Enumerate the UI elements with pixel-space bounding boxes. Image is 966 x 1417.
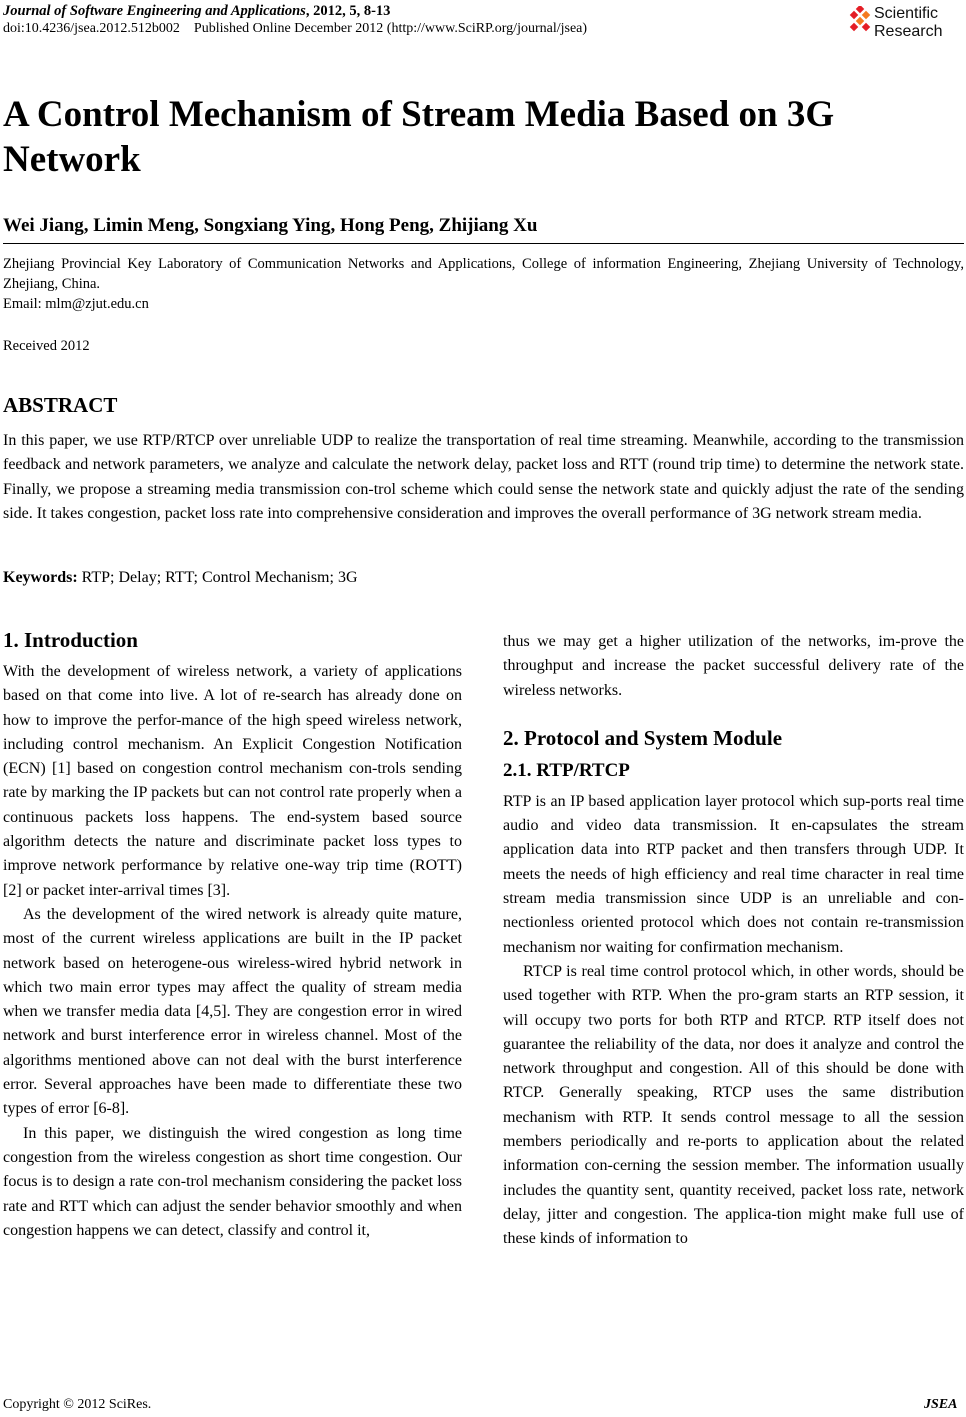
- body-paragraph: With the development of wireless network, a variety of applications based on that come into live. A lot of re-search has already done on how to improve the perfor-mance of the high speed wireless network, including control mechanism. An Explicit Congestion Notification (ECN) [1] based on congestion control mechanism con-trols sending rate by marking the IP packets but can not control rate properly when a continuous packets loss happens. The end-system based source algorithm detects the nature and discriminate packet loss types to improve network performance by relative one-way trip time (ROTT) [2] or packet inter-arrival times [3].: [3, 663, 462, 899]
- received-date: Received 2012: [3, 338, 90, 354]
- logo-text-research: Research: [874, 23, 943, 40]
- paper-authors: Wei Jiang, Limin Meng, Songxiang Ying, Hong Peng, Zhijiang Xu: [3, 215, 538, 236]
- body-paragraph: RTCP is real time control protocol which, in other words, should be used together with RTP. When the pro-gram starts an RTP session, it will occupy two ports for both RTP and RTCP. RTP itself does not guarantee the reliability of the data, nor does it analyze and control the network throughput and congestion. All of this should be done with RTCP. Generally speaking, RTCP uses the same distribution mechanism with RTP. It sends control message to all the session members periodically and re-ports to application about the related information con-cerning the session member. The information usually includes the quantity sent, quantity received, packet loss rate, network delay, jitter and congestion. The applica-tion might make full use of these kinds of information to: [503, 962, 964, 1248]
- header-divider: [3, 243, 964, 244]
- body-paragraph: In this paper, we distinguish the wired congestion as long time congestion from the wireless congestion as short time congestion. Our focus is to design a rate con-trol mechanism considering the packet loss rate and RTT which can adjust the sender behavior smoothly and when congestion happens we can detect, classify and control it,: [3, 1124, 462, 1239]
- abstract-heading: ABSTRACT: [3, 393, 118, 417]
- keywords-text: RTP; Delay; RTT; Control Mechanism; 3G: [77, 569, 358, 586]
- abstract-text: In this paper, we use RTP/RTCP over unreliable UDP to realize the transportation of real time streaming. Meanwhile, according to the transmission feedback and network parameters, we analyze and calculate the network delay, packet loss and RTT (round trip time) to determine the network state. Finally, we propose a streaming media transmission con-trol scheme which could sense the network state and quickly adjust the rate of the sending side. It takes congestion, packet loss rate into comprehensive consideration and improves the overall performance of 3G network stream media.: [3, 432, 964, 522]
- section-heading-protocol: 2. Protocol and System Module: [503, 725, 783, 750]
- doi-line: doi:10.4236/jsea.2012.512b002 Published Online December 2012 (http://www.SciRP.org/journal/jsea): [3, 21, 588, 36]
- scientific-research-logo: [848, 2, 966, 44]
- logo-mark-icon: [848, 6, 872, 34]
- journal-header: [3, 3, 390, 20]
- footer-journal-abbr: JSEA: [924, 1397, 958, 1412]
- logo-text-scientific: Scientific: [874, 5, 939, 22]
- section-heading-introduction: 1. Introduction: [3, 628, 138, 652]
- body-paragraph: RTP is an IP based application layer protocol which sup-ports real time audio and video data transmission. It en-capsulates the stream application data into RTP packet and then transfers through UDP. It meets the needs of high efficiency and real time character in real time stream media transmission since UDP is an unreliable and con-nectionless oriented protocol which does not contain re-transmission mechanism nor waiting for confirmation mechanism.: [503, 792, 964, 956]
- keywords: [3, 569, 358, 587]
- body-paragraph: As the development of the wired network is already quite mature, most of the current wireless applications are built in the IP packet network based on heterogene-ous wireless-wired hybrid network in which two main error types may affect the quality of stream media when we transfer media data [4,5]. They are congestion error in wired network and burst interference error in wireless channel. Most of the algorithms mentioned above can not deal with the burst interference error. Several approaches have been made to differentiate these two types of error [6-8].: [3, 905, 462, 1118]
- body-paragraph-continued: thus we may get a higher utilization of the networks, im-prove the throughput and increase the packet successful delivery rate of the wireless networks.: [503, 633, 964, 699]
- keywords-label: Keywords:: [3, 569, 78, 586]
- subsection-heading-rtp-rtcp: 2.1. RTP/RTCP: [503, 759, 630, 781]
- left-column: [3, 627, 462, 1243]
- author-affiliation: Zhejiang Provincial Key Laboratory of Communication Networks and Applications, College of information Engineering, Zhejiang University of Technology, Zhejiang, China.: [3, 256, 964, 292]
- journal-issue: , 2012, 5, 8-13: [305, 3, 391, 19]
- journal-name: Journal of Software Engineering and Applications: [3, 3, 306, 19]
- paper-title: A Control Mechanism of Stream Media Based on 3G Network: [3, 94, 835, 180]
- right-column: [503, 630, 964, 1252]
- footer-copyright: Copyright © 2012 SciRes.: [3, 1397, 152, 1412]
- author-email: Email: mlm@zjut.edu.cn: [3, 296, 149, 312]
